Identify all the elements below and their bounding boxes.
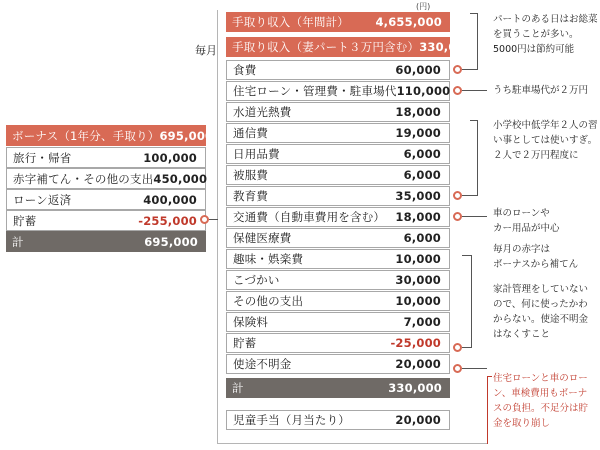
housing-note bbox=[493, 83, 588, 98]
income-value: 4,655,000 bbox=[375, 15, 442, 29]
monthly-item-label: 教育費 bbox=[233, 189, 269, 203]
monthly-item-value: 35,000 bbox=[395, 189, 441, 203]
bonus-item-value: -255,000 bbox=[138, 213, 197, 228]
monthly-row bbox=[226, 312, 450, 332]
note-line: 毎月の赤字は bbox=[493, 244, 551, 255]
housing-note-connector bbox=[462, 90, 487, 91]
monthly-item-label: 趣味・娯楽費 bbox=[233, 252, 304, 266]
monthly-row bbox=[226, 60, 450, 80]
monthly-item-label: 保健医療費 bbox=[233, 231, 292, 245]
note-line: うち駐車場代が２万円 bbox=[493, 85, 589, 96]
monthly-item-label: 貯蓄 bbox=[233, 336, 257, 350]
housing-note-marker bbox=[453, 86, 462, 95]
bonus-total-label: 計 bbox=[12, 234, 24, 249]
bonus-header-label: ボーナス（1年分、手取り） bbox=[12, 128, 160, 143]
bonus-row bbox=[6, 147, 206, 168]
monthly-item-value: 10,000 bbox=[395, 252, 441, 266]
note-line: ン、車検費用もボーナ bbox=[493, 388, 588, 399]
monthly-item-value: 7,000 bbox=[403, 315, 441, 329]
note-line: パートのある日はお総菜 bbox=[493, 14, 598, 25]
income-row-monthly bbox=[226, 37, 473, 57]
monthly-item-value: 18,000 bbox=[395, 210, 441, 224]
monthly-item-label: 住宅ローン・管理費・駐車場代 bbox=[233, 84, 397, 98]
note-line: 車のローンや bbox=[493, 208, 550, 219]
bonus-note bbox=[493, 371, 588, 431]
monthly-row bbox=[226, 291, 450, 311]
monthly-total-value: 330,000 bbox=[388, 381, 442, 395]
monthly-row bbox=[226, 228, 450, 248]
education-note-bracket bbox=[470, 120, 478, 196]
note-line: を買うことが多い。 bbox=[493, 29, 579, 40]
bonus-row bbox=[6, 189, 206, 210]
food-note bbox=[493, 12, 598, 57]
note-line: 小学校中低学年２人の習 bbox=[493, 120, 598, 131]
monthly-item-label: 被服費 bbox=[233, 168, 269, 182]
note-line: 住宅ローンと車のロー bbox=[493, 373, 588, 384]
bonus-item-label: 旅行・帰省 bbox=[13, 150, 72, 165]
transport-note-marker bbox=[453, 212, 462, 221]
monthly-row-savings bbox=[226, 333, 450, 353]
monthly-label: 毎月 bbox=[195, 44, 217, 57]
education-note bbox=[493, 118, 598, 163]
note-line: ので、何に使ったかわ bbox=[493, 299, 588, 310]
food-note-marker bbox=[453, 65, 462, 74]
monthly-item-value: 60,000 bbox=[395, 63, 441, 77]
bonus-item-value: 400,000 bbox=[143, 192, 197, 207]
bonus-savings-marker bbox=[200, 215, 209, 224]
monthly-item-label: 保険料 bbox=[233, 315, 269, 329]
monthly-item-value: 30,000 bbox=[395, 273, 441, 287]
bonus-note-bracket-top bbox=[487, 376, 492, 377]
allowance-guide-line bbox=[217, 443, 487, 444]
bonus-item-value: 450,000 bbox=[153, 171, 208, 186]
bonus-note-bracket bbox=[487, 376, 488, 444]
note-line: 5000円は節約可能 bbox=[493, 44, 575, 55]
transport-note bbox=[493, 206, 560, 236]
monthly-row bbox=[226, 207, 450, 227]
child-allowance-value: 20,000 bbox=[395, 413, 441, 427]
note-line: スの負担。不足分は貯 bbox=[493, 403, 589, 414]
monthly-row bbox=[226, 102, 450, 122]
monthly-row bbox=[226, 81, 450, 101]
monthly-guide-line bbox=[217, 10, 218, 444]
note-line: ２人で２万円程度に bbox=[493, 150, 579, 161]
monthly-item-value: 19,000 bbox=[395, 126, 441, 140]
bonus-total-row bbox=[6, 231, 206, 252]
monthly-item-value: 6,000 bbox=[403, 147, 441, 161]
unknown-note-marker bbox=[453, 364, 462, 373]
monthly-row bbox=[226, 144, 450, 164]
note-line: ボーナスから補てん bbox=[493, 259, 579, 270]
monthly-item-value: 6,000 bbox=[403, 231, 441, 245]
education-note-marker bbox=[453, 191, 462, 200]
note-line: 家計管理をしていない bbox=[493, 284, 589, 295]
monthly-item-label: 使途不明金 bbox=[233, 357, 292, 371]
child-allowance-row bbox=[226, 410, 450, 430]
note-line: カー用品が中心 bbox=[493, 223, 560, 234]
monthly-row bbox=[226, 123, 450, 143]
monthly-item-value: 20,000 bbox=[395, 357, 441, 371]
monthly-item-value: -25,000 bbox=[390, 336, 441, 350]
deficit-note bbox=[493, 242, 578, 272]
savings-note-marker bbox=[453, 343, 462, 352]
monthly-row bbox=[226, 249, 450, 269]
monthly-row bbox=[226, 186, 450, 206]
unknown-note-connector bbox=[462, 368, 487, 369]
monthly-item-label: 通信費 bbox=[233, 126, 269, 140]
monthly-item-value: 18,000 bbox=[395, 105, 441, 119]
bonus-row bbox=[6, 168, 206, 189]
monthly-item-value: 110,000 bbox=[396, 84, 451, 98]
income-label: 手取り収入（妻パート３万円含む） bbox=[232, 40, 420, 54]
monthly-item-label: 水道光熱費 bbox=[233, 105, 292, 119]
bonus-row-savings bbox=[6, 210, 206, 231]
monthly-row bbox=[226, 354, 450, 374]
bonus-header-value: 695,000 bbox=[159, 128, 214, 143]
note-line: はなくすこと bbox=[493, 329, 551, 340]
income-row-annual bbox=[226, 12, 450, 32]
monthly-item-label: 食費 bbox=[233, 63, 257, 77]
note-line: 金を取り崩し bbox=[493, 418, 551, 429]
income-label: 手取り収入（年間計） bbox=[232, 15, 349, 29]
transport-note-connector bbox=[462, 216, 487, 217]
note-line: からない。使途不明金 bbox=[493, 314, 589, 325]
unit-label: (円) bbox=[416, 2, 431, 11]
food-note-bracket bbox=[470, 13, 478, 70]
monthly-item-value: 10,000 bbox=[395, 294, 441, 308]
monthly-item-label: こづかい bbox=[233, 273, 280, 287]
monthly-total-row bbox=[226, 378, 450, 398]
monthly-item-label: 交通費（自動車費用を含む） bbox=[233, 210, 386, 224]
monthly-item-label: その他の支出 bbox=[233, 294, 304, 308]
unknown-note bbox=[493, 282, 588, 342]
note-line: い事としては使いすぎ。 bbox=[493, 135, 598, 146]
bonus-total-value: 695,000 bbox=[144, 234, 198, 249]
monthly-row bbox=[226, 165, 450, 185]
bonus-item-value: 100,000 bbox=[143, 150, 197, 165]
monthly-row bbox=[226, 270, 450, 290]
monthly-total-label: 計 bbox=[232, 381, 244, 395]
bonus-savings-connector bbox=[209, 219, 218, 220]
deficit-note-bracket bbox=[462, 255, 472, 348]
bonus-header-row bbox=[6, 125, 214, 146]
bonus-item-label: 赤字補てん・その他の支出 bbox=[13, 171, 154, 186]
bonus-item-label: 貯蓄 bbox=[13, 213, 37, 228]
income-value: 330,000 bbox=[419, 40, 473, 54]
child-allowance-label: 児童手当（月当たり） bbox=[233, 413, 350, 427]
monthly-item-label: 日用品費 bbox=[233, 147, 280, 161]
monthly-item-value: 6,000 bbox=[403, 168, 441, 182]
bonus-item-label: ローン返済 bbox=[13, 192, 72, 207]
